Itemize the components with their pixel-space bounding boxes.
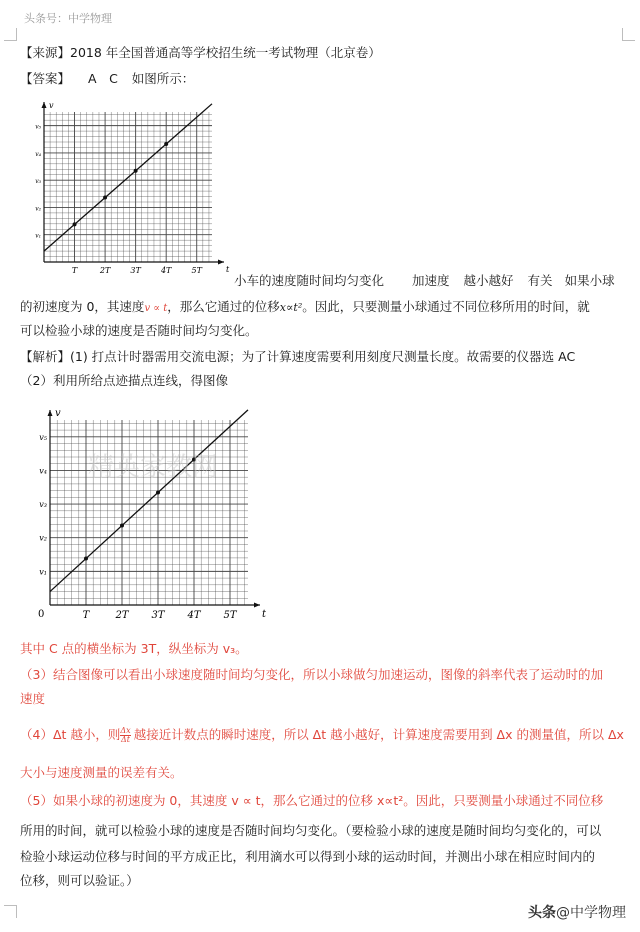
x-tick-label: 5T [223,610,237,621]
answer-text-2c: 。因此，只要测量小球通过不同位移所用的时间，就 [302,299,590,314]
answer-text-1c: 越小越好 [463,273,514,288]
x-tick-label: T [82,610,90,621]
y-tick-label: v₃ [35,178,41,186]
y-tick-label: v₂ [35,205,41,213]
y-tick-label: v₄ [35,150,41,158]
y-tick-label: v₅ [35,123,41,131]
data-point [73,222,77,226]
answer-text-line-2 [20,298,625,318]
velocity-formula: v ∝ t [144,303,168,314]
answer-text-2a: 的初速度为 0，其速度 [20,299,145,314]
fraction-denominator: Δt [121,735,131,744]
y-axis-label: v [49,101,54,110]
data-point [164,142,168,146]
answer-text-2b: ，那么它通过的位移 [167,299,280,314]
origin-label: 0 [38,609,45,620]
y-tick-label: v₃ [39,500,47,510]
analysis-line-1: 【解析】(1) 打点计时器需用交流电源；为了计算速度需要利用刻度尺测量长度。故需要的仪器选 AC [20,349,576,364]
x-tick-label: 2T [99,266,111,275]
answer-text-1a: 小车的速度随时间均匀变化 [234,273,385,288]
data-point [103,196,107,200]
x-axis-label: t [262,609,267,620]
corner-mark-bottom-left [4,905,17,918]
answer-suffix: 如图所示： [131,71,195,86]
analysis-line-2: （2）利用所给点迹描点连线，得图像 [20,373,228,388]
answer-choices: A C [88,71,118,86]
source-line: 【来源】2018 年全国普通高等学校招生统一考试物理（北京卷） [20,45,381,60]
answer-line [20,70,625,88]
red-4b: 越接近计数点的瞬时速度，所以 Δt 越小越好，计算速度需要用到 Δx 的测量值，所以 Δx [133,727,624,742]
answer-text-1e: 如果小球 [564,273,615,288]
answer-text-line-3: 可以检验小球的速度是否随时间均匀变化。 [20,323,258,338]
black-line-7: 检验小球运动位移与时间的平方成正比，利用滴水可以得到小球的运动时间，并测出小球在相应时间内的 [20,849,596,864]
data-point [134,169,138,173]
y-tick-label: v₂ [39,533,47,543]
x-tick-label: 4T [160,266,172,275]
watermark-prefix: 头条 [528,905,556,921]
x-axis-arrow [254,603,260,608]
y-axis-label: v [55,408,61,419]
red-line-1: 其中 C 点的横坐标为 3T，纵坐标为 v₃。 [20,641,248,656]
red-line-3: （3）结合图像可以看出小球速度随时间均匀变化，所以小球做匀加速运动，图像的斜率代表了运动时的加 [20,667,603,682]
displacement-formula: x∝t² [279,301,303,314]
velocity-fraction [120,727,130,744]
y-tick-label: v₁ [39,567,47,577]
y-tick-label: v₁ [35,232,41,240]
y-tick-label: v₅ [39,432,47,442]
data-point [84,557,88,561]
x-tick-label: 5T [191,266,202,275]
data-point [156,490,160,494]
corner-mark-top-left [4,28,17,41]
red-line-4 [20,726,625,744]
black-line-6: 所用的时间，就可以检验小球的速度是否随时间均匀变化。（要检验小球的速度是随时间均匀变化的，可以 [20,823,602,838]
red-4a: （4）Δt 越小，则 [20,727,121,742]
red-line-5: （5）如果小球的初速度为 0，其速度 v ∝ t，那么它通过的位移 x∝t²。因此，只要测量小球通过不同位移 [20,793,604,808]
answer-label: 【答案】 [20,71,71,86]
y-tick-label: v₄ [39,466,47,476]
red-line-4c: 大小与速度测量的误差有关。 [20,765,183,780]
answer-text-1d: 有关 [527,273,553,288]
answer-graph [28,94,228,288]
analysis-graph [22,396,272,628]
x-tick-label: 3T [130,266,141,275]
x-tick-label: 3T [151,610,165,621]
x-tick-label: T [71,266,78,275]
red-line-3b: 速度 [20,691,46,706]
graph-watermark: 精英家教网 [87,452,218,483]
x-axis-label: t [226,265,230,274]
fraction-numerator: Δx [120,726,131,735]
source-tag: 头条号：中学物理 [24,12,112,25]
x-tick-label: 4T [187,610,201,621]
y-axis-arrow [42,102,47,108]
x-tick-label: 2T [115,610,129,621]
footer-watermark [528,902,626,922]
answer-text-line-1 [234,272,629,290]
data-point [120,523,124,527]
black-line-8: 位移，则可以验证。） [20,873,139,888]
y-axis-arrow [48,410,53,416]
answer-text-1b: 加速度 [412,273,450,288]
corner-mark-top-right [622,28,635,41]
x-axis-arrow [218,260,224,265]
watermark-handle: @中学物理 [556,905,626,921]
